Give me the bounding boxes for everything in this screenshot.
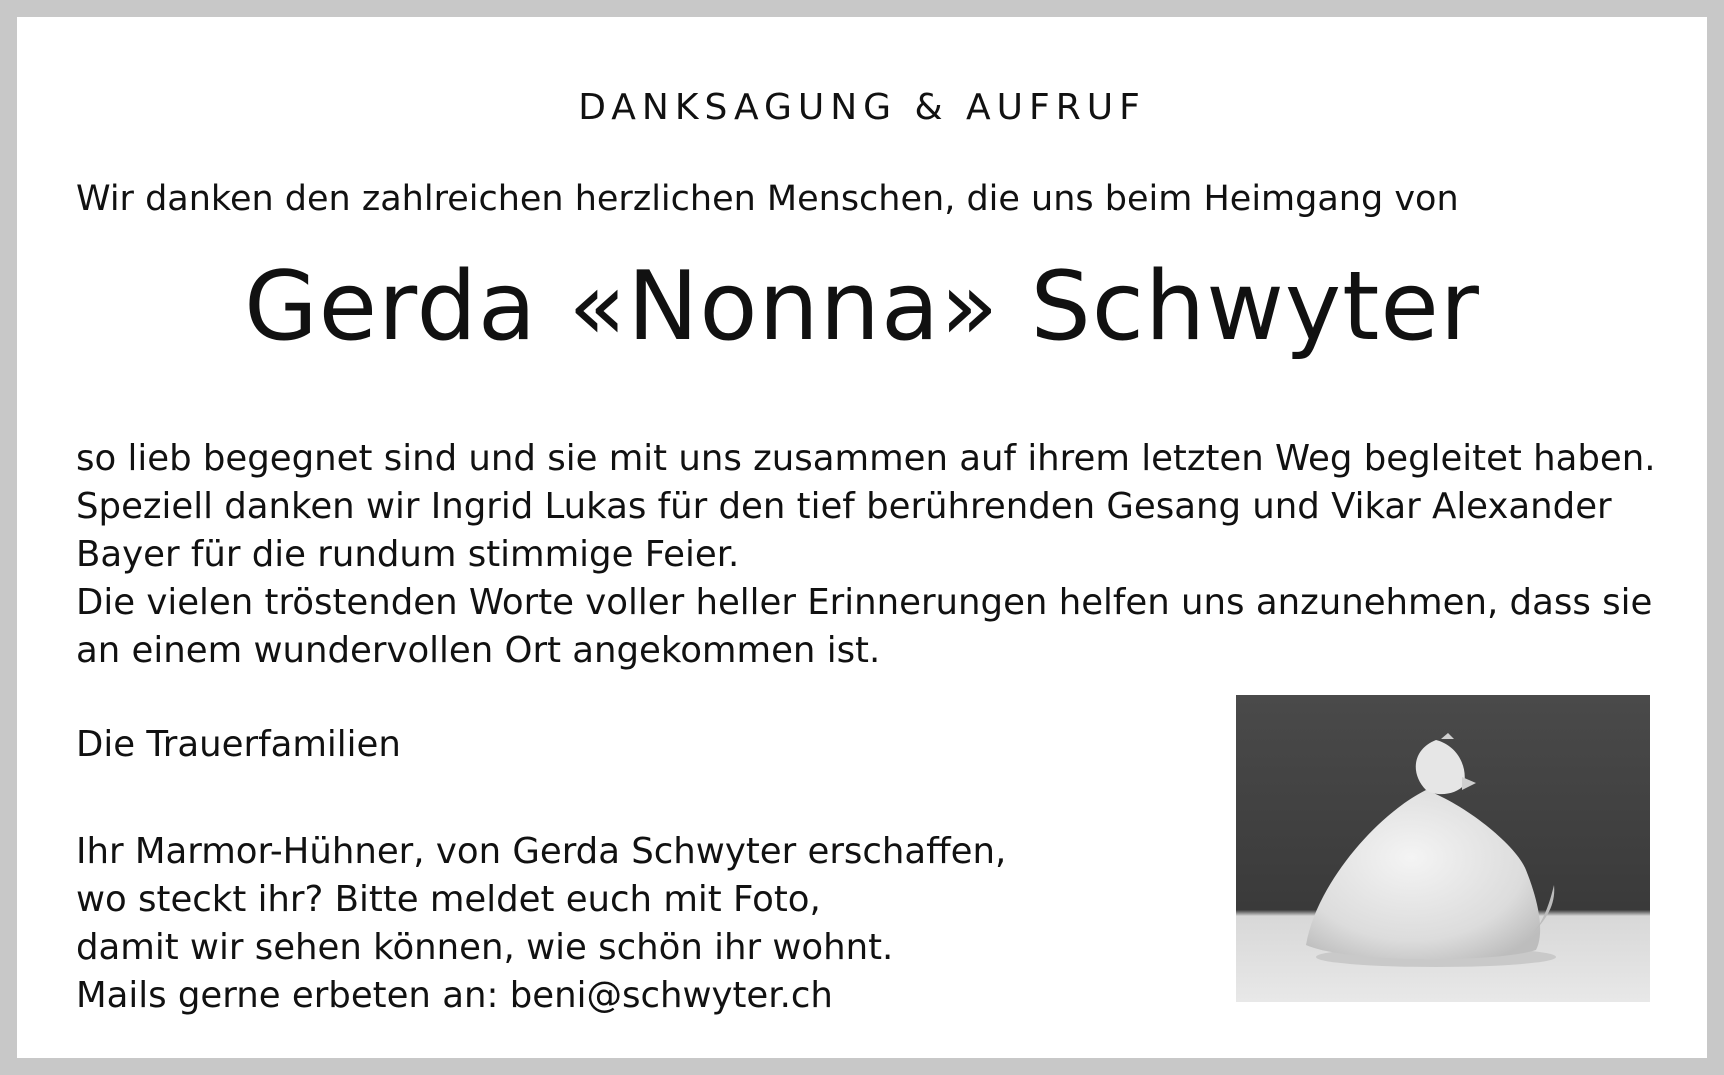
appeal-line: damit wir sehen können, wie schön ihr wohnt. — [76, 927, 894, 968]
notice-heading: DANKSAGUNG & AUFRUF — [578, 87, 1146, 128]
deceased-name: Gerda «Nonna» Schwyter — [244, 252, 1480, 362]
appeal-text — [76, 828, 1006, 1020]
thanks-body — [76, 435, 1666, 675]
appeal-line: wo steckt ihr? Bitte meldet euch mit Foto, — [76, 879, 821, 920]
marble-hen-photo — [1236, 695, 1650, 1002]
appeal-line: Mails gerne erbeten an: beni@schwyter.ch — [76, 975, 833, 1016]
body-line: Speziell danken wir Ingrid Lukas für den tief berührenden Gesang und Vikar Alexander — [76, 486, 1612, 527]
body-line: so lieb begegnet sind und sie mit uns zusammen auf ihrem letzten Weg begleitet haben. — [76, 438, 1656, 479]
intro-text: Wir danken den zahlreichen herzlichen Menschen, die uns beim Heimgang von — [76, 179, 1459, 219]
signoff: Die Trauerfamilien — [76, 724, 401, 765]
body-line: Die vielen tröstenden Worte voller heller Erinnerungen helfen uns anzunehmen, dass sie — [76, 582, 1653, 623]
appeal-line: Ihr Marmor-Hühner, von Gerda Schwyter erschaffen, — [76, 831, 1007, 872]
notice-card — [17, 17, 1707, 1058]
body-line: an einem wundervollen Ort angekommen ist. — [76, 630, 881, 671]
body-line: Bayer für die rundum stimmige Feier. — [76, 534, 740, 575]
hen-sculpture-icon — [1236, 695, 1650, 1002]
